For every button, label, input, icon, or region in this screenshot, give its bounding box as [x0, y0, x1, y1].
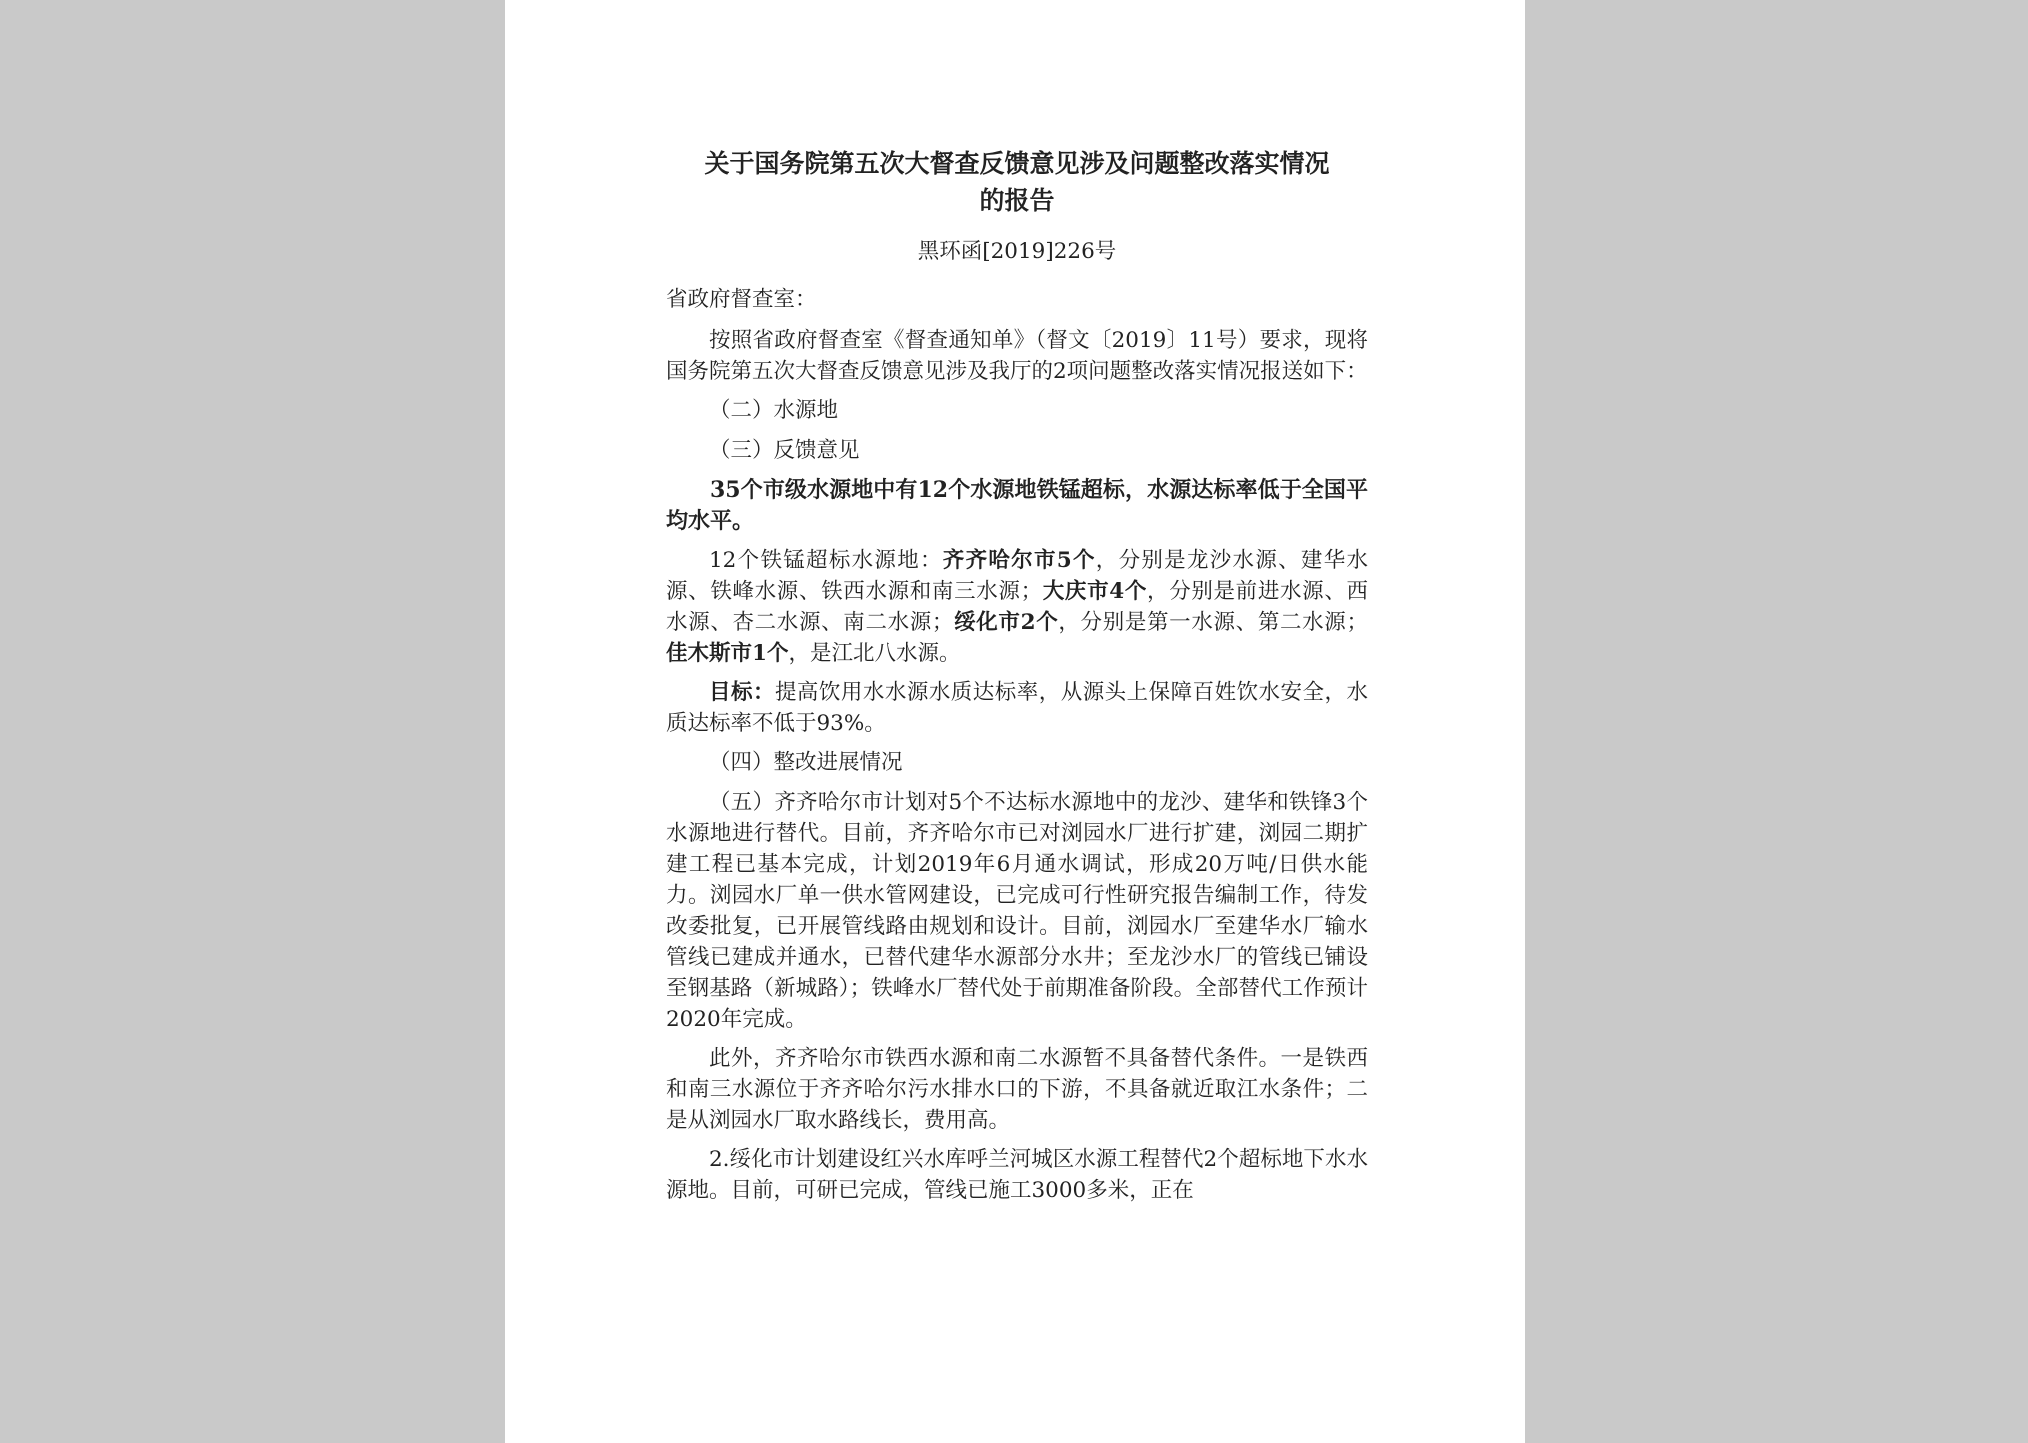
detail-part-4: ，分别是第一水源、第二水源；	[1058, 610, 1368, 635]
suihua-paragraph: 2.绥化市计划建设红兴水库呼兰河城区水源工程替代2个超标地下水水源地。目前，可研已完成，管线已施工3000多米，正在	[666, 1147, 1368, 1203]
progress-paragraph: （五）齐齐哈尔市计划对5个不达标水源地中的龙沙、建华和铁锋3个水源地进行替代。目前，齐齐哈尔市已对浏园水厂进行扩建，浏园二期扩建工程已基本完成，计划2019年6月通水调试，形成20万吨/日供水能力。浏园水厂单一供水管网建设，已完成可行性研究报告编制工作，待发改委批复，已开展管线路由规划和设计。目前，浏园水厂至建华水厂输水管线已建成并通水，已替代建华水源部分水井；至龙沙水厂的管线已铺设至钢基路（新城路）；铁峰水厂替代处于前期准备阶段。全部替代工作预计2020年完成。	[666, 790, 1368, 1032]
goal-label: 目标：	[709, 680, 775, 705]
document-number: 黑环函[2019]226号	[917, 239, 1117, 264]
title-line-2: 的报告	[979, 186, 1055, 215]
document-title	[666, 145, 1368, 219]
section-water-source: （二）水源地	[709, 398, 839, 423]
section-progress: （四）整改进展情况	[709, 750, 903, 775]
city-daqing: 大庆市4个	[1042, 579, 1148, 604]
city-jiamusi: 佳木斯市1个	[666, 641, 789, 666]
title-line-1: 关于国务院第五次大督查反馈意见涉及问题整改落实情况	[704, 149, 1330, 178]
intro-paragraph: 按照省政府督查室《督查通知单》（督文〔2019〕11号）要求，现将国务院第五次大督查反馈意见涉及我厅的2项问题整改落实情况报送如下：	[666, 328, 1368, 384]
detail-part-2: ，分别是龙沙水源、建华水源、铁峰水源、铁西水源和南三水源；	[666, 548, 1368, 604]
section-feedback: （三）反馈意见	[709, 438, 860, 463]
feedback-text: 35个市级水源地中有12个水源地铁锰超标，水源达标率低于全国平均水平。	[666, 477, 1368, 534]
document-page	[505, 0, 1525, 1443]
detail-part-5: ，是江北八水源。	[788, 641, 961, 666]
goal-paragraph	[666, 677, 1368, 739]
document-body	[666, 145, 1368, 1214]
city-qiqihar: 齐齐哈尔市5个	[942, 548, 1096, 573]
addressee: 省政府督查室：	[666, 287, 817, 312]
detail-part-1: 12个铁锰超标水源地：	[709, 548, 943, 573]
detail-paragraph	[666, 545, 1368, 669]
goal-text: 提高饮用水水源水质达标率，从源头上保障百姓饮水安全，水质达标率不低于93%。	[666, 680, 1368, 736]
detail-part-3: ，分别是前进水源、西水源、杏二水源、南二水源；	[666, 579, 1368, 635]
besides-paragraph: 此外，齐齐哈尔市铁西水源和南二水源暂不具备替代条件。一是铁西和南三水源位于齐齐哈尔污水排水口的下游，不具备就近取江水条件；二是从浏园水厂取水路线长，费用高。	[666, 1046, 1368, 1133]
city-suihua: 绥化市2个	[953, 610, 1059, 635]
